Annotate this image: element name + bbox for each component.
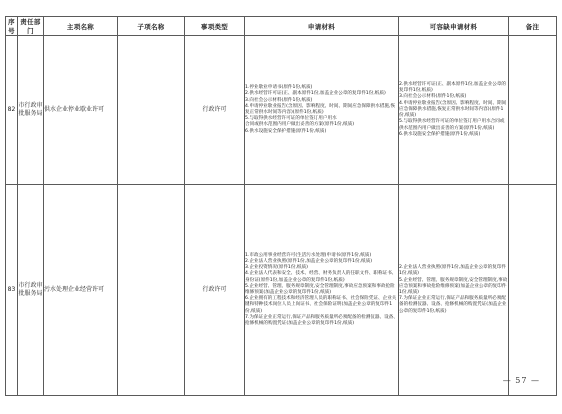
- material-line: 3.企业投资情况(原件1份,纸质): [245, 265, 308, 271]
- omittable-line: 3.向社会公示材料(原件1份,纸质): [399, 94, 467, 100]
- material-line: 2.企业法人营业执照(原件1份,加盖企业公章的复印件1份,纸质): [245, 258, 372, 264]
- material-line: 4.企业法人代表和安全、技术、经营、财务负责人的任职文件、职称证书、身份证(原件1份,加盖企业公章的复印件1份,纸质): [245, 271, 397, 283]
- material-line: 5.与取得供水经营许可证的单位签订用户用水: [245, 116, 337, 122]
- table-row: [6, 36, 557, 185]
- row-main-item: 污水处理企业经营许可: [44, 185, 118, 396]
- table-row: [6, 185, 557, 396]
- row-sub-item: [118, 185, 185, 396]
- row-sub-item: [118, 36, 185, 185]
- row-type: 行政许可: [185, 185, 245, 396]
- row-remarks: [509, 36, 557, 185]
- material-line: 合同或供水范围内用户做出妥善的方案(原件1份,纸质): [245, 122, 355, 128]
- row-omittable: [399, 185, 509, 396]
- material-line: 4.申请停业歇业报告(含原因、影响程度、时间、期间应急保障供水措施,恢复正常供水时间等内容)(原件1份,纸质): [245, 103, 396, 115]
- header-seq: 序号: [6, 17, 18, 36]
- row-remarks: [509, 185, 557, 396]
- approval-items-table: [5, 16, 557, 396]
- row-main-item: 供水企业停业歇业许可: [44, 36, 118, 185]
- row-type: 行政许可: [185, 36, 245, 185]
- material-line: 6.企业拥有的工程技术和经济管理人员的职称证书、社会保险凭证、企业关键和特种技术岗位人员上岗证书、社会保险证明(加盖企业公章的复印件1份,纸质): [245, 296, 397, 314]
- material-line: 1.市政公用事业经营许可(生活污水处理)申请书(原件1份,纸质): [245, 252, 372, 258]
- header-omittable: 可容缺申请材料: [399, 17, 509, 36]
- material-line: 3.向社会公示材料(原件1份,纸质): [245, 97, 313, 103]
- material-line: 6.供水设施安全保护措施(原件1份,纸质): [245, 128, 327, 134]
- material-line: 7.为保证企业正常运行,保证产品和服务质量所必须配备的检测仪器、设备、抢修机械的购置凭证(加盖企业公章的复印件1份,纸质): [245, 314, 398, 327]
- page-number: — 57 —: [502, 376, 540, 385]
- row-seq: 82: [6, 36, 18, 185]
- omittable-line: 5.与取得供水经营许可证的单位签订用户用水合同或供水范围内用户做出妥善的方案(原件1份,纸质): [399, 119, 505, 131]
- omittable-line: 4.申请停业歇业报告(含原因、影响程度、时间、期间应急保障供水措施,恢复正常供水时间等内容)(原件1份,纸质): [399, 100, 507, 119]
- header-main-item: 主项名称: [44, 17, 118, 36]
- omittable-line: 2.供水经营许可证(正、副本原件1份,加盖企业公章的复印件1份,纸质): [399, 82, 507, 94]
- material-line: 2.供水经营许可证(正、副本原件1份,加盖企业公章的复印件1份,纸质): [245, 91, 386, 97]
- omittable-line: 2.企业法人营业执照(原件1份,加盖企业公章的复印件1份,纸质): [399, 265, 507, 277]
- omittable-line: 5.企业经营、管理、服务规章制度,安全管理制度,事故应急预案和事故抢险维修预案(加盖企业公章的复印件1份,纸质): [399, 277, 508, 295]
- material-line: 5.企业经营、管理、服务规章制度,安全管理制度,事故应急预案和事故抢险维修预案(加盖企业公章的复印件1份,纸质): [245, 283, 395, 295]
- row-materials: [245, 185, 399, 396]
- header-type: 事项类型: [185, 17, 245, 36]
- header-materials: 申请材料: [245, 17, 399, 36]
- omittable-line: 6.供水设施安全保护措施(原件1份,纸质): [399, 131, 481, 137]
- material-line: 1.停业歇业申请书(原件1份,纸质): [245, 85, 313, 91]
- header-dept: 责任部门: [18, 17, 44, 36]
- row-seq: 83: [6, 185, 18, 396]
- header-sub-item: 子项名称: [118, 17, 185, 36]
- table-header-row: [6, 17, 557, 36]
- row-materials: [245, 36, 399, 185]
- header-remarks: 备注: [509, 17, 557, 36]
- omittable-line: 7.为保证企业正常运行,保证产品和服务质量所必须配备的检测仪器、设备、抢修机械的购置凭证(加盖企业公章的复印件1份,纸质): [399, 296, 507, 314]
- row-omittable: [399, 36, 509, 185]
- row-dept: 市行政审批服务局: [18, 36, 44, 185]
- row-dept: 市行政审批服务局: [18, 185, 44, 396]
